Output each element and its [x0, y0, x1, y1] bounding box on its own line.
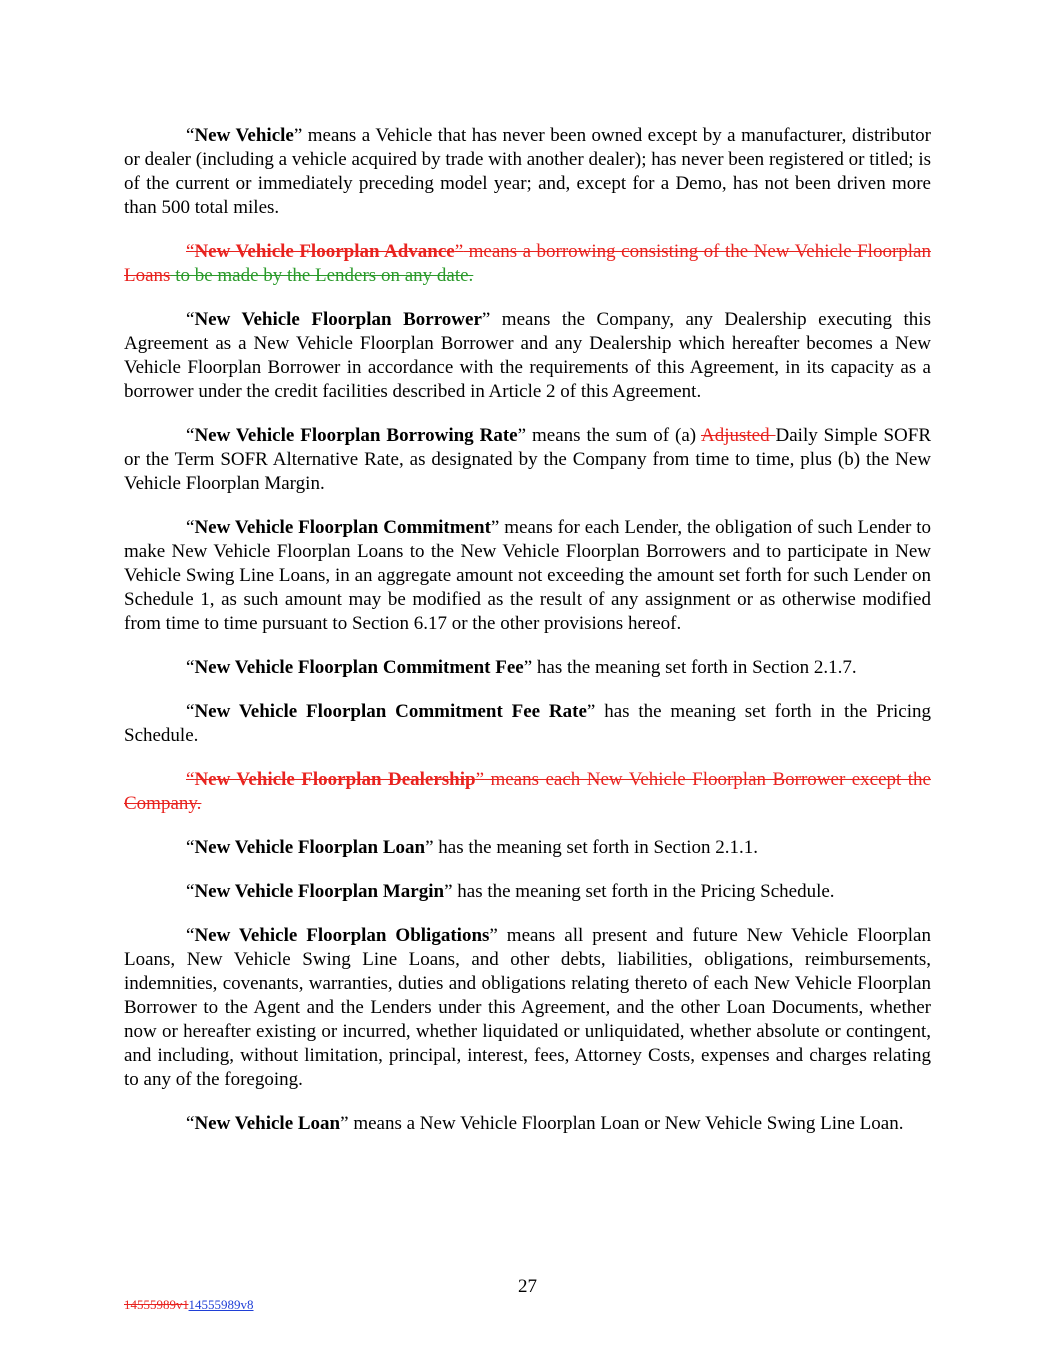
- open-quote: “: [186, 425, 195, 446]
- close-quote: ”: [340, 1113, 349, 1134]
- definition-commitment: [124, 516, 931, 636]
- defined-term: New Vehicle Floorplan Borrowing Rate: [194, 425, 518, 446]
- definition-text: has the meaning set forth in the Pricing Schedule.: [452, 881, 835, 902]
- definition-text: means for each Lender, the obligation of such Lender to make New Vehicle Floorplan Loans to the New Vehicle Floorplan Borrowers and to participate in New Vehicle Swing Line Loans, in an aggregate amount not exceeding the amount set forth for such Lender on Schedule 1, as such amount may be modified as the result of any assignment or as otherwise modified from time to time pursuant to Section 6.17 or the other provisions hereof.: [124, 517, 931, 634]
- open-quote: “: [186, 657, 195, 678]
- document-id: [124, 1297, 254, 1313]
- defined-term: New Vehicle Floorplan Advance: [194, 241, 455, 262]
- definition-text: has the meaning set forth in Section 2.1.1.: [433, 837, 759, 858]
- close-quote: ”: [517, 425, 527, 446]
- definition-margin: [124, 880, 931, 904]
- open-quote: “: [186, 925, 195, 946]
- definition-floorplan-borrower: [124, 308, 931, 404]
- close-quote: ”: [489, 925, 498, 946]
- definition-text: means a Vehicle that has never been owned except by a manufacturer, distributor or dealer (including a vehicle acquired by trade with another dealer); has never been registered or titled; is of the current or immediately preceding model year; and, except for a Demo, has not been driven more than 500 total miles.: [124, 125, 931, 218]
- close-quote: ”: [454, 241, 464, 262]
- definition-obligations: [124, 924, 931, 1092]
- definition-text: means the Company, any Dealership executing this Agreement as a New Vehicle Floorplan Borrower and any Dealership which hereafter becomes a New Vehicle Floorplan Borrower in accordance with the requirements of this Agreement, in its capacity as a borrower under the credit facilities described in Article 2 of this Agreement.: [124, 309, 931, 402]
- document-id-old: 14555989v1: [124, 1297, 189, 1312]
- open-quote: “: [186, 837, 195, 858]
- defined-term: New Vehicle Floorplan Margin: [194, 881, 445, 902]
- deleted-text: means each New Vehicle Floorplan Borrower except the Company.: [124, 769, 931, 814]
- close-quote: ”: [523, 657, 533, 678]
- deleted-text: Adjusted: [700, 425, 776, 446]
- definition-text: means a New Vehicle Floorplan Loan or New Vehicle Swing Line Loan.: [348, 1113, 904, 1134]
- open-quote: “: [186, 1113, 195, 1134]
- definition-text: means all present and future New Vehicle Floorplan Loans, New Vehicle Swing Line Loans, and other debts, liabilities, obligations, reimbursements, indemnities, covenants, warranties, duties and obligations relating thereto of each New Vehicle Floorplan Borrower to the Agent and the Lenders under this Agreement, and the other Loan Documents, whether now or hereafter existing or incurred, whether liquidated or unliquidated, whether absolute or contingent, and including, without limitation, principal, interest, fees, Attorney Costs, expenses and charges relating to any of the foregoing.: [124, 925, 931, 1090]
- definition-floorplan-loan: [124, 836, 931, 860]
- defined-term: New Vehicle Floorplan Loan: [194, 837, 426, 858]
- defined-term: New Vehicle Floorplan Commitment Fee: [194, 657, 524, 678]
- deleted-text: means a borrowing consisting of the New Vehicle Floorplan Loans: [124, 241, 931, 286]
- open-quote: “: [186, 701, 195, 722]
- page-number: 27: [518, 1276, 537, 1297]
- defined-term: New Vehicle Floorplan Commitment Fee Rate: [194, 701, 587, 722]
- open-quote: “: [186, 881, 195, 902]
- definition-commitment-fee: [124, 656, 931, 680]
- open-quote: “: [186, 241, 195, 262]
- definition-floorplan-advance-deleted: [124, 240, 931, 288]
- defined-term: New Vehicle: [194, 125, 294, 146]
- definition-text: has the meaning set forth in the Pricing Schedule.: [124, 701, 931, 746]
- close-quote: ”: [293, 125, 303, 146]
- defined-term: New Vehicle Floorplan Commitment: [194, 517, 491, 538]
- close-quote: ”: [444, 881, 453, 902]
- defined-term: New Vehicle Floorplan Obligations: [194, 925, 490, 946]
- open-quote: “: [186, 309, 195, 330]
- close-quote: ”: [481, 309, 491, 330]
- close-quote: ”: [475, 769, 485, 790]
- defined-term: New Vehicle Floorplan Borrower: [194, 309, 482, 330]
- definition-vehicle-loan: [124, 1112, 931, 1136]
- open-quote: “: [186, 517, 195, 538]
- definition-dealership-deleted: [124, 768, 931, 816]
- open-quote: “: [186, 125, 195, 146]
- definition-borrowing-rate: [124, 424, 931, 496]
- moved-text: to be made by the Lenders on any date.: [170, 265, 474, 286]
- definition-text: has the meaning set forth in Section 2.1.7.: [532, 657, 857, 678]
- definition-text: Daily Simple SOFR or the Term SOFR Alternative Rate, as designated by the Company from time to time, plus (b) the New Vehicle Floorplan Margin.: [124, 425, 931, 494]
- defined-term: New Vehicle Loan: [194, 1113, 341, 1134]
- close-quote: ”: [490, 517, 500, 538]
- close-quote: ”: [425, 837, 434, 858]
- document-body: [124, 124, 931, 1156]
- close-quote: ”: [586, 701, 596, 722]
- definition-new-vehicle: [124, 124, 931, 220]
- defined-term: New Vehicle Floorplan Dealership: [194, 769, 476, 790]
- definition-text: means the sum of (a): [526, 425, 701, 446]
- open-quote: “: [186, 769, 195, 790]
- definition-commitment-fee-rate: [124, 700, 931, 748]
- document-id-new: 14555989v8: [188, 1297, 254, 1312]
